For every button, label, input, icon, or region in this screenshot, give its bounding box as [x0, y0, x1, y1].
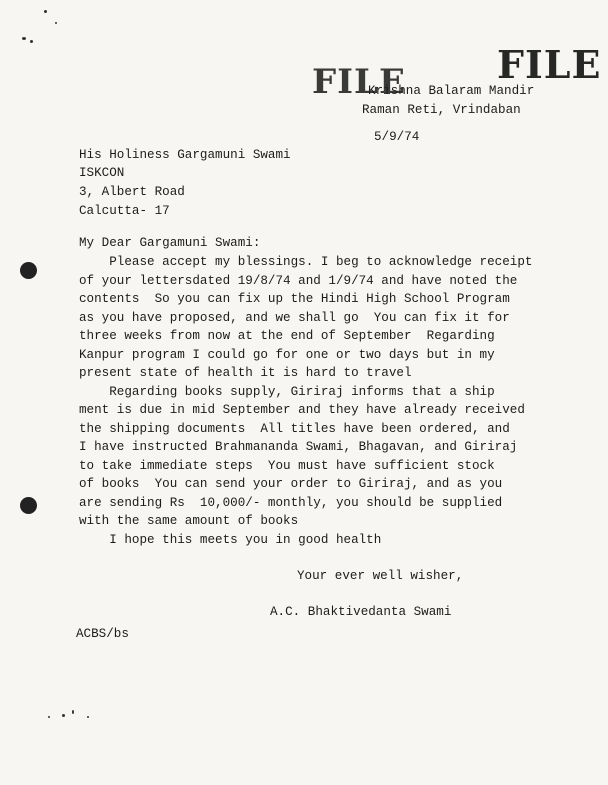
body-line: ment is due in mid September and they have already received [79, 403, 525, 417]
recipient-line-4: Calcutta- 17 [79, 204, 170, 218]
speck-mark [87, 716, 89, 718]
body-line: Regarding books supply, Giriraj informs that a ship [79, 385, 495, 399]
body-line: to take immediate steps You must have sufficient stock [79, 459, 495, 473]
speck-mark [48, 716, 50, 718]
typist-initials: ACBS/bs [76, 627, 129, 641]
address-line-2: Raman Reti, Vrindaban [362, 103, 521, 117]
body-line: as you have proposed, and we shall go You can fix it for [79, 311, 510, 325]
body-line: of books You can send your order to Giriraj, and as you [79, 477, 503, 491]
body-line: are sending Rs 10,000/- monthly, you should be supplied [79, 496, 503, 510]
recipient-line-3: 3, Albert Road [79, 185, 185, 199]
recipient-line-2: ISKCON [79, 166, 125, 180]
closing: Your ever well wisher, [297, 569, 464, 583]
file-stamp-left: FILE [312, 62, 406, 102]
body-line: I hope this meets you in good health [79, 533, 382, 547]
body-line: I have instructed Brahmananda Swami, Bhagavan, and Giriraj [79, 440, 518, 454]
body-line: Please accept my blessings. I beg to acknowledge receipt [79, 255, 533, 269]
speck-mark [62, 714, 65, 717]
body-line: present state of health it is hard to travel [79, 366, 412, 380]
signature: A.C. Bhaktivedanta Swami [270, 605, 452, 619]
speck-mark [72, 710, 74, 714]
body-line: of your lettersdated 19/8/74 and 1/9/74 and have noted the [79, 274, 518, 288]
speck-mark [44, 10, 47, 13]
recipient-line-1: His Holiness Gargamuni Swami [79, 148, 291, 162]
body-line: the shipping documents All titles have been ordered, and [79, 422, 510, 436]
body-line: three weeks from now at the end of September Regarding [79, 329, 495, 343]
address-line-1: Krishna Balaram Mandir [368, 84, 535, 98]
speck-mark [30, 40, 33, 43]
file-stamp-right: FILE [497, 42, 602, 87]
letter-date: 5/9/74 [374, 130, 420, 144]
body-line: Kanpur program I could go for one or two days but in my [79, 348, 495, 362]
speck-mark [55, 22, 57, 24]
salutation: My Dear Gargamuni Swami: [79, 236, 261, 250]
binder-hole-top [20, 262, 37, 279]
binder-hole-bottom [20, 497, 37, 514]
speck-mark [22, 37, 26, 40]
body-line: contents So you can fix up the Hindi High School Program [79, 292, 510, 306]
body-line: with the same amount of books [79, 514, 299, 528]
